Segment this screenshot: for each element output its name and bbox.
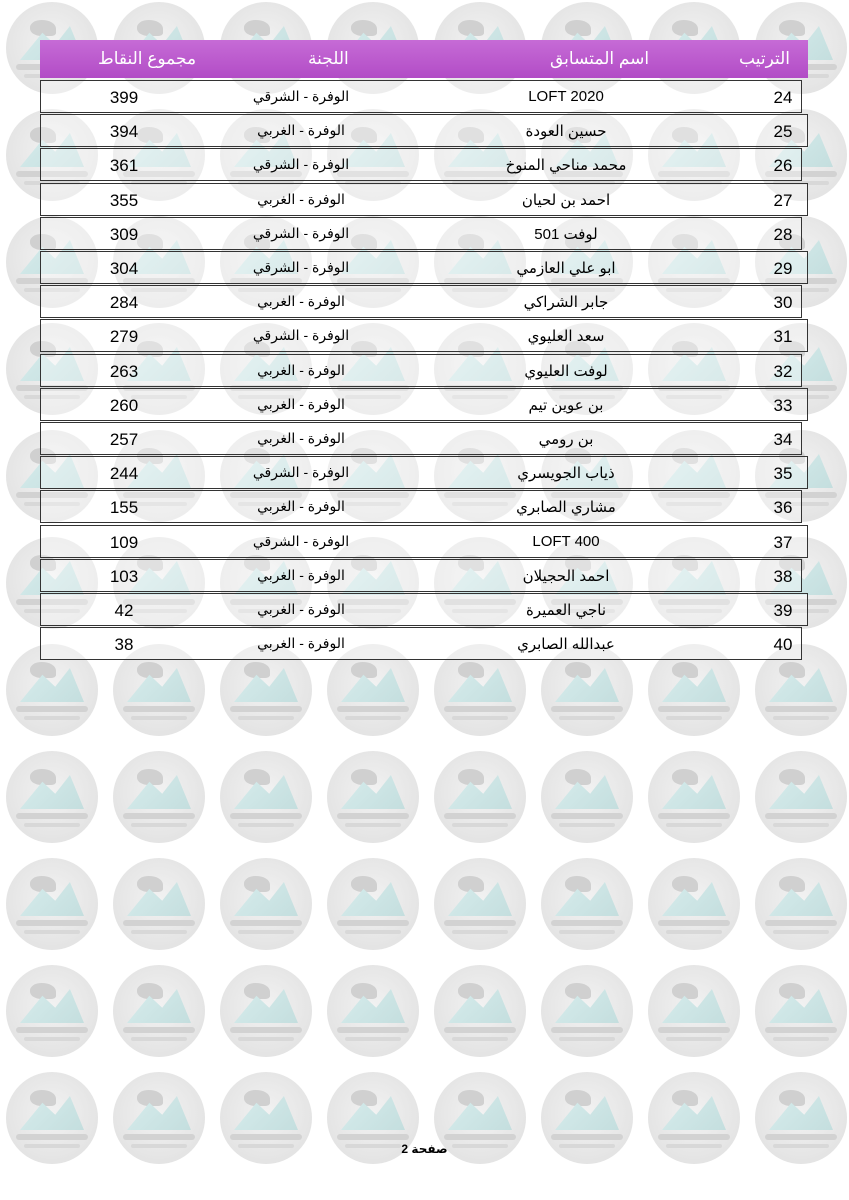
cell-name: LOFT 400 <box>532 532 600 550</box>
table-row <box>40 183 808 216</box>
cell-name: بن رومي <box>538 431 594 448</box>
cell-loft: الوفرة - الشرقي <box>252 259 350 275</box>
cell-total: 399 <box>109 88 139 107</box>
table-row <box>40 285 802 318</box>
table-row <box>40 319 808 352</box>
cell-loft: الوفرة - الشرقي <box>252 532 350 549</box>
cell-rank: 26 <box>773 156 793 176</box>
cell-loft: الوفرة - الشرقي <box>252 327 350 344</box>
cell-name: مشاري الصابري <box>516 499 616 517</box>
cell-total: 304 <box>109 259 139 278</box>
cell-loft: الوفرة - الشرقي <box>252 224 350 241</box>
cell-total: 284 <box>109 293 139 313</box>
cell-name: لوفت العليوي <box>524 362 608 380</box>
cell-name: عبدالله الصابري <box>517 636 615 654</box>
cell-name: ذياب الجويسري <box>517 465 615 483</box>
table-row <box>40 80 802 113</box>
cell-total: 394 <box>109 122 139 142</box>
cell-total: 42 <box>114 601 134 620</box>
cell-loft: الوفرة - الغربي <box>257 190 345 207</box>
cell-total: 103 <box>109 566 139 586</box>
cell-name: بن عوين تيم <box>528 396 604 414</box>
cell-rank: 30 <box>773 293 793 313</box>
cell-rank: 31 <box>773 327 793 347</box>
page-number: صفحة 2 <box>401 1142 448 1156</box>
cell-rank: 34 <box>773 430 793 449</box>
cell-loft: الوفرة - الشرقي <box>252 88 350 104</box>
table-row <box>40 114 808 147</box>
cell-total: 244 <box>109 464 139 484</box>
cell-loft: الوفرة - الشرقي <box>252 156 350 173</box>
cell-loft: الوفرة - الغربي <box>257 601 345 617</box>
cell-name: ابو علي العازمي <box>516 260 616 277</box>
table-header <box>40 40 808 78</box>
table-row <box>40 525 808 558</box>
table-row <box>40 148 802 181</box>
table-row <box>40 217 802 250</box>
cell-total: 355 <box>109 190 139 210</box>
cell-rank: 36 <box>773 498 793 518</box>
cell-rank: 24 <box>773 88 793 107</box>
table-row <box>40 627 802 660</box>
cell-name: جابر الشراكي <box>523 294 609 312</box>
cell-rank: 33 <box>773 395 793 415</box>
cell-loft: الوفرة - الغربي <box>257 635 345 652</box>
cell-rank: 40 <box>773 635 793 655</box>
cell-total: 109 <box>109 532 139 552</box>
cell-name: لوفت 501 <box>534 225 598 243</box>
cell-name: احمد بن لحيان <box>521 191 611 209</box>
table-row <box>40 388 808 421</box>
cell-total: 263 <box>109 361 139 381</box>
cell-total: 155 <box>109 498 139 518</box>
cell-name: LOFT 2020 <box>528 88 604 105</box>
cell-loft: الوفرة - الغربي <box>257 122 345 139</box>
header-rank: الترتيب <box>739 49 790 68</box>
header-name: اسم المتسابق <box>550 49 650 68</box>
cell-loft: الوفرة - الغربي <box>257 395 345 412</box>
cell-total: 361 <box>109 156 139 176</box>
table-row <box>40 559 802 592</box>
cell-total: 279 <box>109 327 139 347</box>
table-row <box>40 456 808 489</box>
header-loft: اللجنة <box>308 49 349 68</box>
cell-total: 309 <box>109 224 139 244</box>
cell-rank: 25 <box>773 122 793 142</box>
table-row <box>40 251 808 284</box>
cell-total: 38 <box>114 635 134 655</box>
cell-total: 260 <box>109 395 139 415</box>
table-row <box>40 490 802 523</box>
cell-name: ناجي العميرة <box>526 602 606 619</box>
cell-rank: 37 <box>773 532 793 552</box>
cell-rank: 27 <box>773 190 793 210</box>
cell-total: 257 <box>109 430 139 449</box>
cell-rank: 28 <box>773 224 793 244</box>
header-total: مجموع النقاط <box>98 49 197 68</box>
table-row <box>40 422 802 455</box>
cell-loft: الوفرة - الغربي <box>257 361 345 378</box>
cell-loft: الوفرة - الغربي <box>257 566 345 583</box>
cell-name: محمد مناحي المنوخ <box>505 157 627 175</box>
cell-name: سعد العليوي <box>527 328 605 346</box>
cell-loft: الوفرة - الغربي <box>257 293 345 310</box>
table-row <box>40 354 802 387</box>
cell-rank: 32 <box>773 361 793 381</box>
cell-rank: 39 <box>773 601 793 620</box>
cell-loft: الوفرة - الغربي <box>257 430 345 446</box>
cell-name: احمد الحجيلان <box>522 567 610 585</box>
cell-rank: 35 <box>773 464 793 484</box>
cell-rank: 29 <box>773 259 793 278</box>
cell-loft: الوفرة - الغربي <box>257 498 345 515</box>
table-row <box>40 593 808 626</box>
cell-rank: 38 <box>773 566 793 586</box>
cell-name: حسين العودة <box>525 123 607 141</box>
cell-loft: الوفرة - الشرقي <box>252 464 350 481</box>
